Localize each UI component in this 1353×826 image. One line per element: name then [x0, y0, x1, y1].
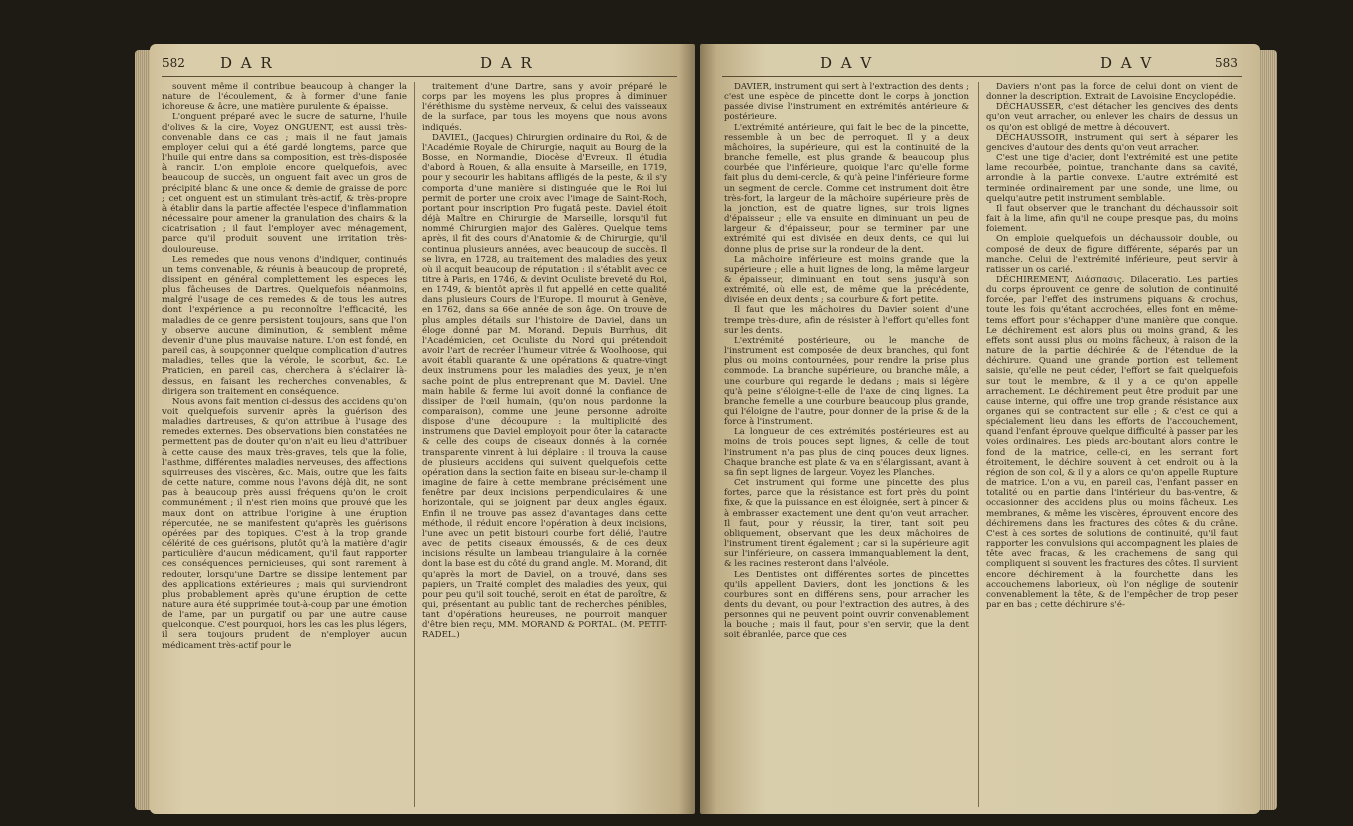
running-head-right-2: D A V [1100, 54, 1154, 72]
page-number-right: 583 [1215, 56, 1238, 70]
paragraph: DAVIEL, (Jacques) Chirurgien ordinaire du Roi, & de l'Académie Royale de Chirurgie, naquit au Bourg de la Bosse, en Normandie, Diocèse d'Evreux. Il étudia d'abord à Rouen, & alla ensuite à Marseille, en 1719, pour y secourir les habitans affligés de la peste, & il s'y comporta d'une manière si distinguée que le Roi lui permit de porter une croix avec l'image de Saint-Roch, portant pour inscription Pro fugatâ peste. Daviel étoit déjà Maître en Chirurgie de Marseille, lorsqu'il fut nommé Chirurgien major des Galères. Quelque tems après, il fit des cours d'Anatomie & de Chirurgie, qu'il continua plusieurs années, avec beaucoup de succès. Il se livra, en 1728, au traitement des maladies des yeux où il acquit beaucoup de réputation : il s'établit avec ce titre à Paris, en 1746, & devint Oculiste breveté du Roi, en 1749, & bientôt après il fut appellé en cette qualité dans plusieurs Cours de l'Europe. Il mourut à Genève, en 1762, dans sa 66e année de son âge. On trouve de plus amples détails sur l'histoire de Daviel, dans un éloge donné par M. Morand. Depuis Burrhus, dit l'Académicien, cet Oculiste du Nord qui prétendoit avoir l'art de recréer l'humeur vitrée & Woolhoose, qui avoit établi quarante & une opérations & quatre-vingt deux instrumens pour les maladies des yeux, je n'en sache point de plus entreprenant que M. Daviel. Une main habile & ferme lui avoit donné la confiance de dissiper de l'œil humain, (qu'on nous pardonne la comparaison), comme une jeune personne adroite dispose d'une découpure : la multiplicité des instrumens que Daviel employoit pour ôter la cataracte & celle des coups de ciseaux donnés à la cornée transparente vinrent à lui déplaire : il trouva la cause de plusieurs accidens qui suivent quelquefois cette opération dans la section faite en biseau sur-le-champ il imagine de faire à cette membrane précisément une fenêtre par deux incisions perpendiculaires & une horizontale, qui se joignent par deux angles égaux. Enfin il ne trouve pas assez d'avantages dans cette méthode, il réduit encore l'opération à deux incisions, l'une avec un petit bistouri courbe fort délié, l'autre avec de petits ciseaux émoussés, & de ces deux incisions résulte un lambeau triangulaire à la cornée dont la base est du côté du grand angle. M. Morand, dit qu'après la mort de Daviel, on a trouvé, dans ses papiers, un Traité complet des maladies des yeux, qui pour peu qu'il soit touché, seroit en état de paroître, & qui, présentant au public tant de recherches pénibles, tant d'opérations heureuses, ne pourroit manquer d'être bien reçu, MM. MORAND & PORTAL. (M. PETIT-RADEL.) [422, 132, 667, 641]
left-page [150, 44, 695, 814]
paragraph: Cet instrument qui forme une pincette des plus fortes, parce que la résistance est fort près du point fixe, & que la puissance en est éloignée, sert à pincer & à embrasser exactement une dent qu'on veut arracher. Il faut, pour y réussir, la tirer, tant soit peu obliquement, observant que les deux mâchoires de l'instrument tirent également ; car si la supérieure agit sur l'inférieure, on cassera immanquablement la dent, & les racines resteront dans l'alvéole. [724, 478, 969, 570]
paragraph: Il faut observer que le tranchant du déchaussoir soit fait à la lime, afin qu'il ne coupe presque pas, du moins foiement. [986, 203, 1238, 235]
header-rule-right [722, 76, 1242, 77]
right-page [700, 44, 1260, 814]
running-head-right-1: D A V [820, 54, 874, 72]
running-head-left-2: D A R [480, 54, 534, 72]
right-page-header [700, 54, 1260, 76]
left-page-column-1 [162, 82, 407, 810]
paragraph: Les Dentistes ont différentes sortes de pincettes qu'ils appellent Daviers, dont les jonctions & les courbures sont en différens sens, pour arracher les dents du devant, ou pour l'extraction des autres, à des personnes qui ne peuvent point ouvrir convenablement la bouche ; mais il faut, pour s'en servir, que la dent soit ébranlée, parce que ces [724, 569, 969, 641]
paragraph: DÉCHIREMENT, Διάσπασις. Dilaceratio. Les parties du corps éprouvent ce genre de solution de continuité forcée, par l'effet des instrumens piquans & crochus, toute les fois qu'étant accrochées, elles font en même-tems effort pour s'échapper d'une manière que conque. Le déchirement est alors plus ou moins grand, & les effets sont aussi plus ou moins fâcheux, à raison de la nature de la partie déchirée & de l'étendue de la déchirure. Quand une grande portion est tellement saisie, qu'elle ne peut céder, l'effort se fait quelquefois sur tout le membre, & il y a ce qu'on appelle arrachement. Le déchirement peut être produit par une cause interne, qui offre une trop grande résistance aux organes qui se contractent sur elle ; & c'est ce qui a spécialement lieu dans les efforts de l'accouchement, quand l'enfant éprouve quelque difficulté à passer par les voies ordinaires. Les pieds arc-boutant alors contre le fond de la matrice, celle-ci, en les serrant fort étroitement, le déchire souvent à cet endroit ou à la région de son col, & il y a alors ce qu'on appelle Rupture de matrice. L'on a vu, en pareil cas, l'enfant passer en totalité ou en partie dans l'intérieur du bas-ventre, & occasionner des accidens plus ou moins fâcheux. Les membranes, & même les viscères, éprouvent encore des déchiremens dans les fractures des côtes & du crâne. C'est à ces sortes de solutions de continuité, qu'il faut rapporter les convulsions qui accompagnent les plaies de tête avec fracas, & les crachemens de sang qui compliquent si souvent les fractures des côtes. Il survient encore déchirement à la fourchette dans les accouchemens laborieux, où l'on néglige de soutenir convenablement la tête, & de l'empêcher de trop peser par en bas ; cette déchirure s'é- [986, 274, 1238, 610]
paragraph: DÉCHAUSSOIR, instrument qui sert à séparer les gencives d'autour des dents qu'on veut arracher. [986, 132, 1238, 153]
left-page-column-2 [422, 82, 667, 810]
paragraph: Il faut que les mâchoires du Davier soient d'une trempe très-dure, afin de résister à l'effort qu'elles font sur les dents. [724, 305, 969, 336]
header-rule-left [162, 76, 677, 77]
left-page-header [150, 54, 695, 76]
page-number-left: 582 [162, 56, 185, 70]
paragraph: Daviers n'ont pas la force de celui dont on vient de donner la description. Extrait de Lavoisine Encyclopédie. [986, 82, 1238, 103]
right-page-column-1 [724, 82, 969, 810]
paragraph: Les remedes que nous venons d'indiquer, continués un tems convenable, & réunis à beaucoup de propreté, dissipent en général complettement les especes les plus fâcheuses de Dartres. Quelquefois néanmoins, malgré l'usage de ces remedes & de tous les autres dont l'expérience a pu reconnoître l'efficacité, les maladies de ce genre persistent toujours, sans que l'on y observe aucune diminution, & semblent même devenir d'une plus mauvaise nature. L'on est fondé, en pareil cas, à soupçonner quelque complication d'autres maladies, telles que la vérole, le scorbut, &c. Le Praticien, en pareil cas, cherchera à s'éclairer là-dessus, en faisant les recherches convenables, & dirigera son traitement en conséquence. [162, 254, 407, 397]
paragraph: C'est une tige d'acier, dont l'extrémité est une petite lame recourbée, pointue, tranchante dans sa cavité, arrondie à la partie convexe. L'autre extrémité est terminée ordinairement par une sonde, une lime, ou quelqu'autre petit instrument semblable. [986, 153, 1238, 204]
paragraph: La longueur de ces extrémités postérieures est au moins de trois pouces sept lignes, & celle de tout l'instrument n'a pas plus de cinq pouces deux lignes. Chaque branche est plate & va en s'élargissant, avant à sa fin sept lignes de largeur. Voyez les Planches. [724, 427, 969, 478]
paragraph: DAVIER, instrument qui sert à l'extraction des dents ; c'est une espèce de pincette dont le corps à jonction passée divise l'instrument en extrémités antérieure & postérieure. [724, 82, 969, 123]
right-page-column-2 [986, 82, 1238, 810]
paragraph: On emploie quelquefois un déchaussoir double, ou composé de deux de figure différente, séparés par un manche. Celui de l'extrémité inférieure, peut servir à ratisser un os carié. [986, 234, 1238, 275]
column-divider-right [978, 82, 979, 807]
paragraph: L'onguent préparé avec le sucre de saturne, l'huile d'olives & la cire, Voyez ONGUENT, est aussi très-convenable dans ce cas ; mais il ne faut jamais employer celui qui a été gardé longtems, parce que l'huile qui entre dans sa composition, est très-disposée à rancir. L'on emploie encore quelquefois, avec beaucoup de succès, un onguent fait avec un gros de précipité blanc & une once & demie de graisse de porc ; cet onguent est un stimulant très-actif, & très-propre à établir dans la partie affectée l'espece d'inflammation nécessaire pour amener la granulation des chairs & la cicatrisation ; il faut l'employer avec ménagement, parce qu'il produit souvent une irritation très-douloureuse. [162, 112, 407, 255]
paragraph: traitement d'une Dartre, sans y avoir préparé le corps par les moyens les plus propres à diminuer l'éréthisme du système nerveux, & celui des vaisseaux de la surface, par tous les moyens que nous avons indiqués. [422, 82, 667, 133]
running-head-left-1: D A R [220, 54, 274, 72]
paragraph: DÉCHAUSSER, c'est détacher les gencives des dents qu'on veut arracher, ou enlever les chairs de dessus un os qu'on est obligé de mettre à découvert. [986, 102, 1238, 133]
column-divider-left [414, 82, 415, 807]
paragraph: Nous avons fait mention ci-dessus des accidens qu'on voit quelquefois survenir après la guérison des maladies dartreuses, & qu'on attribue à l'usage des remedes externes. Des observations bien constatées ne permettent pas de douter qu'on n'ait eu lieu d'attribuer à cette cause des maux très-graves, tels que la folie, l'asthme, différentes maladies nerveuses, des affections squirreuses des viscères, &c. Mais, outre que les faits de cette nature, comme nous l'avons déjà dit, ne sont pas à beaucoup près aussi fréquens qu'on le croit communément ; il n'est rien moins que prouvé que les maux dont on attribue l'origine à une éruption répercutée, ne se manifestent qu'après les guérisons opérées par des topiques. C'est à la trop grande célérité de ces guérisons, plutôt qu'à la matière d'agir particulière d'aucun médicament, qu'il faut rapporter ces conséquences pernicieuses, qui sont rarement à redouter, lorsqu'une Dartre se dissipe lentement par des applications extérieures ; mais qui surviendront plus probablement après qu'une éruption de cette nature aura été supprimée tout-à-coup par une émotion de l'ame, par un purgatif ou par une autre cause quelconque. C'est pourquoi, hors les cas les plus légers, il sera toujours prudent de n'employer aucun médicament très-actif pour le [162, 396, 407, 651]
right-page-edges [1257, 50, 1277, 810]
paragraph: L'extrémité postérieure, ou le manche de l'instrument est composée de deux branches, qui font plus ou moins contournées, pour rendre la prise plus commode. La branche supérieure, ou branche mâle, a une courbure qui regarde le dedans ; mais si légère qu'à peine s'éloigne-t-elle de l'axe de cinq lignes. La branche femelle a une courbure beaucoup plus grande, qui l'éloigne de l'autre, pour donner de la prise & de la force à l'instrument. [724, 335, 969, 428]
paragraph: L'extrémité antérieure, qui fait le bec de la pincette, ressemble à un bec de perroquet. Il y a deux mâchoires, la supérieure, qui est la continuité de la branche femelle, est plus grande & beaucoup plus courbée que l'inférieure, quoique l'arc qu'elle forme fait plus du demi-cercle, & qu'à peine l'inférieure forme un segment de cercle. Comme cet instrument doit être très-fort, la largeur de la mâchoire supérieure près de la jonction, est de quatre lignes, sur trois lignes d'épaisseur ; elle va ensuite en diminuant un peu de largeur & d'épaisseur, pour se terminer par une extrémité qui est divisée en deux dents, ce qui lui donne plus de prise sur la rondeur de la dent. [724, 122, 969, 255]
paragraph: souvent même il contribue beaucoup à changer la nature de l'écoulement, & à former d'une fanie ichoreuse & âcre, une matière purulente & épaisse. [162, 82, 407, 113]
open-book [95, 14, 1295, 814]
paragraph: La mâchoire inférieure est moins grande que la supérieure ; elle a huit lignes de long, la même largeur & épaisseur, diminuant en tout sens jusqu'à son extrémité, où elle est, de même que la précédente, divisée en deux dents ; sa courbure & fort petite. [724, 254, 969, 306]
